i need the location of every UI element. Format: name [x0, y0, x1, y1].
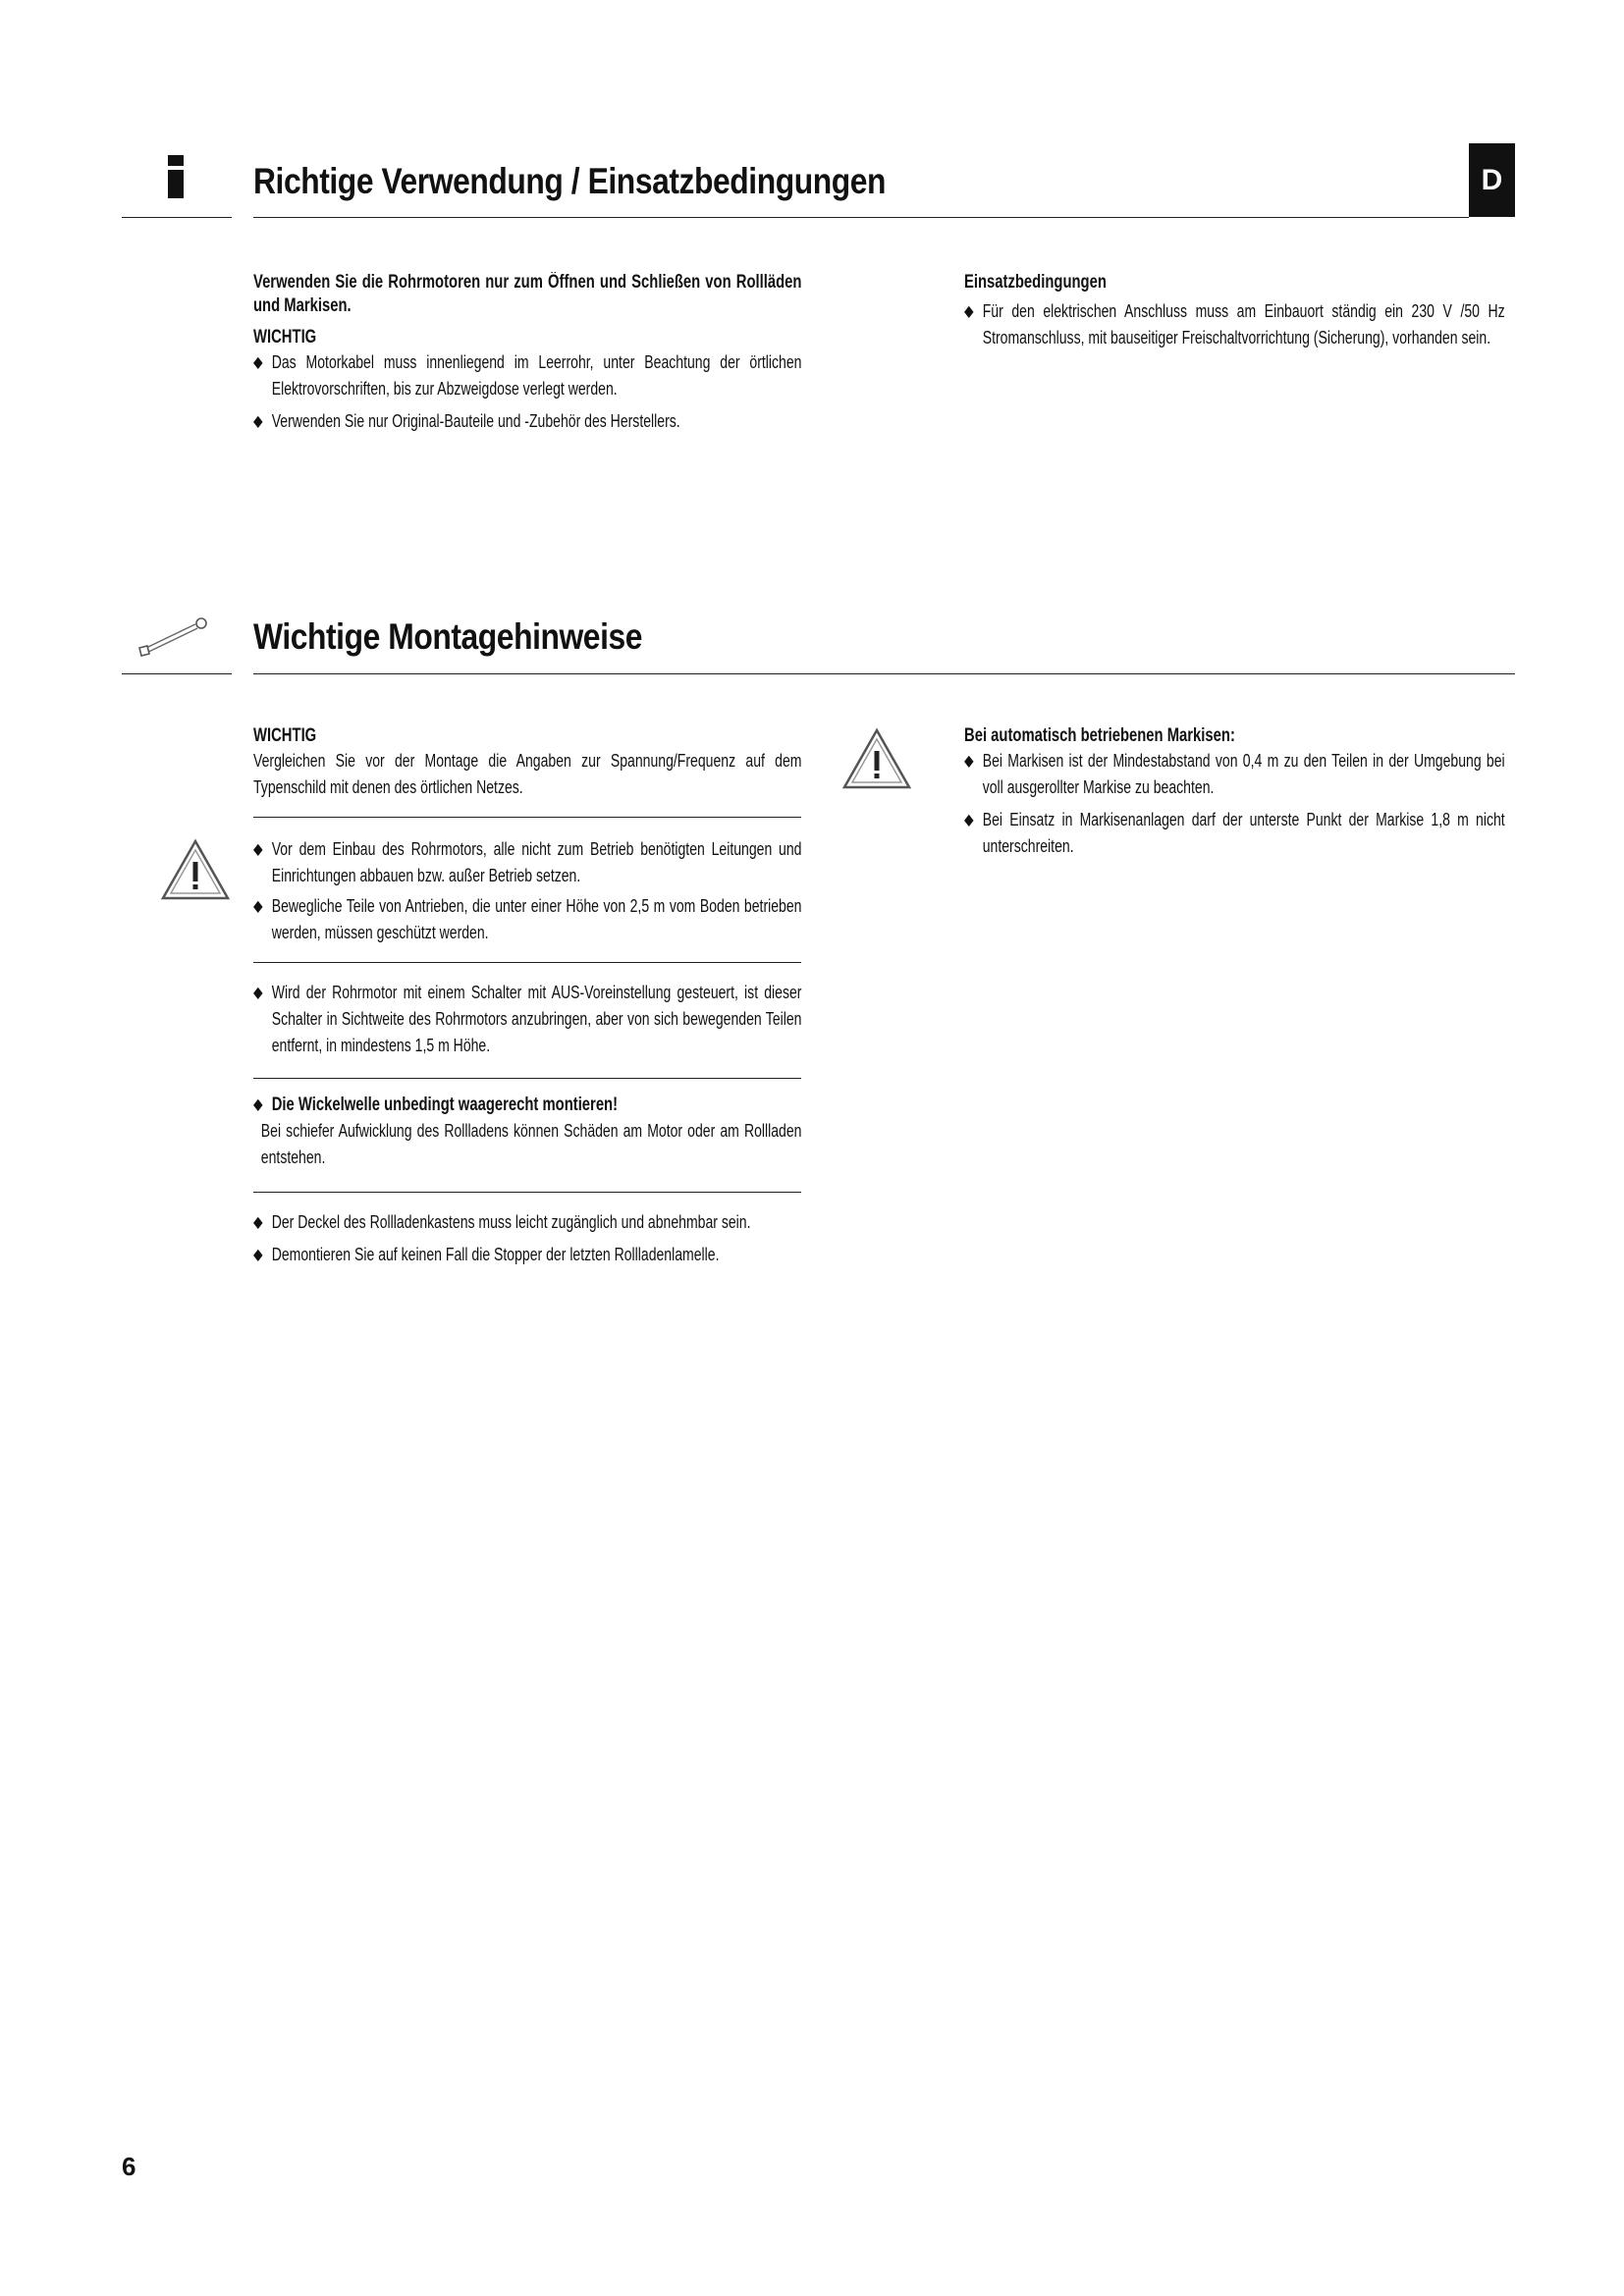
awning-column [964, 724, 1624, 860]
conditions-heading: Einsatzbedingungen [964, 272, 1107, 293]
usage-lead: Verwenden Sie die Rohrmotoren nur zum Öffnen und Schließen von Rollläden und Markisen. [253, 272, 802, 316]
important-label: WICHTIG [253, 725, 317, 746]
divider [253, 1078, 801, 1079]
diamond-bullet-icon: ◆ [253, 354, 263, 371]
list-item: ◆ Verwenden Sie nur Original-Bauteile und -Zubehör des Herstellers. [253, 408, 801, 435]
warning-triangle-icon [160, 838, 231, 901]
diamond-bullet-icon: ◆ [253, 1247, 263, 1263]
divider [253, 1192, 801, 1193]
diamond-bullet-icon: ◆ [253, 413, 263, 430]
header-rule-main [253, 217, 1469, 218]
divider [253, 962, 801, 963]
diamond-bullet-icon: ◆ [964, 303, 974, 320]
page-number: 6 [122, 2152, 136, 2181]
mounting-group-1 [253, 836, 956, 946]
diamond-bullet-icon: ◆ [253, 985, 263, 1001]
diamond-bullet-icon: ◆ [964, 812, 974, 828]
shaft-heading: ◆ Die Wickelwelle unbedingt waagerecht montieren! [253, 1092, 801, 1118]
important-label: WICHTIG [253, 327, 317, 347]
info-icon [167, 155, 185, 198]
list-item: ◆ Für den elektrischen Anschluss muss am Einbauort ständig ein 230 V /50 Hz Stromanschluss, mit bauseitiger Freischaltvorrichtung (Sicherung), vorhanden sein. [964, 298, 1505, 351]
mounting-group-4 [253, 1209, 956, 1268]
diamond-bullet-icon: ◆ [253, 1096, 263, 1113]
header-rule-left [122, 217, 232, 218]
section-title-mounting: Wichtige Montagehinweise [253, 616, 643, 657]
usage-right-column [964, 271, 1624, 351]
shaft-text: Bei schiefer Aufwicklung des Rollladens können Schäden am Motor oder am Rollladen entstehen. [260, 1121, 802, 1167]
list-item: ◆ Der Deckel des Rollladenkastens muss leicht zugänglich und abnehmbar sein. [253, 1209, 801, 1236]
language-tab: D [1469, 143, 1515, 217]
list-item: ◆ Demontieren Sie auf keinen Fall die Stopper der letzten Rollladenlamelle. [253, 1242, 801, 1268]
section-title-usage: Richtige Verwendung / Einsatzbedingungen [253, 161, 887, 201]
diamond-bullet-icon: ◆ [964, 753, 974, 770]
usage-left-column [253, 271, 956, 435]
diamond-bullet-icon: ◆ [253, 898, 263, 915]
mounting-group-2 [253, 980, 956, 1059]
list-item: ◆ Das Motorkabel muss innenliegend im Leerrohr, unter Beachtung der örtlichen Elektrovorschriften, bis zur Abzweigdose verlegt werden. [253, 349, 801, 402]
list-item: ◆ Bei Einsatz in Markisenanlagen darf der unterste Punkt der Markise 1,8 m nicht unterschreiten. [964, 807, 1505, 860]
mounting-group-3 [253, 1092, 956, 1171]
header-rule-left [122, 673, 232, 674]
mounting-intro: Vergleichen Sie vor der Montage die Angaben zur Spannung/Frequenz auf dem Typenschild mit denen des örtlichen Netzes. [253, 751, 802, 797]
wrench-icon [137, 616, 212, 658]
list-item: ◆ Bei Markisen ist der Mindestabstand von 0,4 m zu den Teilen in der Umgebung bei voll ausgerollter Markise zu beachten. [964, 748, 1505, 801]
diamond-bullet-icon: ◆ [253, 1214, 263, 1231]
list-item: ◆ Vor dem Einbau des Rohrmotors, alle nicht zum Betrieb benötigten Leitungen und Einrichtungen abbauen bzw. außer Betrieb setzen. [253, 836, 801, 889]
diamond-bullet-icon: ◆ [253, 841, 263, 858]
header-rule-main [253, 673, 1515, 674]
mounting-left-column [253, 724, 956, 801]
awning-heading: Bei automatisch betriebenen Markisen: [964, 725, 1235, 746]
divider [253, 817, 801, 818]
list-item: ◆ Bewegliche Teile von Antrieben, die unter einer Höhe von 2,5 m vom Boden betrieben werden, müssen geschützt werden. [253, 893, 801, 946]
list-item: ◆ Wird der Rohrmotor mit einem Schalter mit AUS-Voreinstellung gesteuert, ist dieser Schalter in Sichtweite des Rohrmotors anzubringen, aber von sich bewegenden Teilen entfernt, in mindestens 1,5 m Höhe. [253, 980, 801, 1059]
